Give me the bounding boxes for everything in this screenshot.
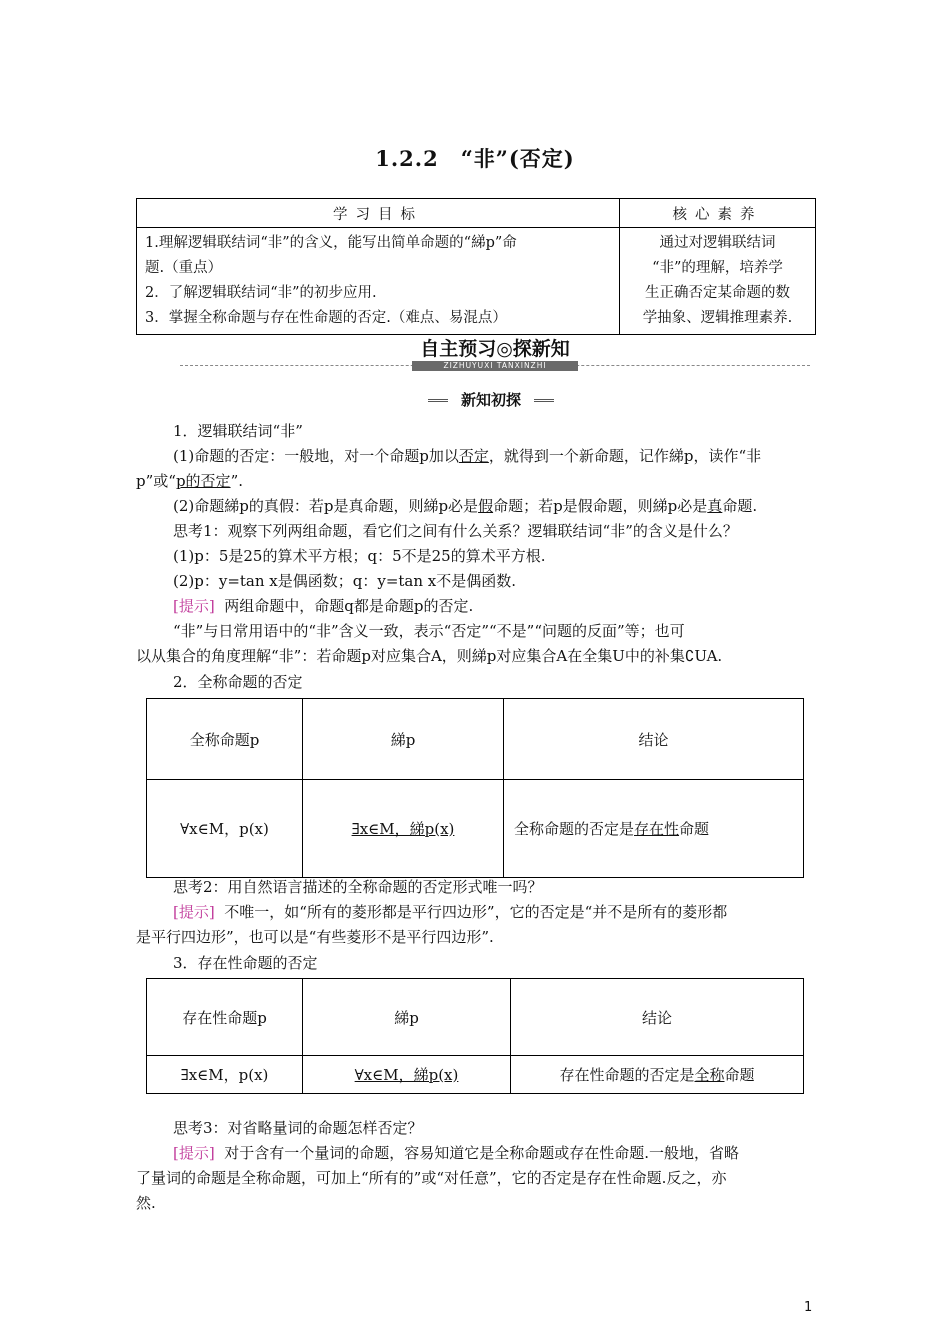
core-line: 通过对逻辑联结词 [659,235,776,251]
subheading [428,388,554,412]
table-cell: ∃x∈M，p(x) [147,1056,303,1094]
hint-3 [173,1142,816,1164]
learning-goals-table [136,198,816,335]
table-header: 綈p [303,979,511,1056]
text: ，就得到一个新命题，记作綈p，读作“非 [488,447,762,465]
text: ”. [230,472,243,490]
core-line: “非”的理解，培养学 [652,260,783,276]
table-header: 结论 [511,979,804,1056]
table-cell: ∀x∈M，p(x) [147,780,303,878]
blank-answer: ∀x∈M，綈p(x) [354,1066,459,1084]
blank-answer: 假 [478,497,494,515]
negation-definition [173,445,816,467]
goal-item: 2．了解逻辑联结词“非”的初步应用. [145,285,377,301]
example-1: (1)p：5是25的算术平方根；q：5不是25的算术平方根. [173,547,546,565]
text: (2)命题綈p的真假：若p是真命题，则綈p必是 [173,497,479,515]
section3-heading: 3．存在性命题的否定 [173,954,318,972]
text: 全称命题的否定是 [514,820,635,838]
goal-item: 3．掌握全称命题与存在性命题的否定.（难点、易混点） [145,310,507,326]
note-line: 以从集合的角度理解“非”：若命题p对应集合A，则綈p对应集合A在全集U中的补集∁UA. [136,647,723,665]
page-number: 1 [804,1300,813,1315]
text: 命题 [724,1066,755,1084]
hint-text: 两组命题中，命题q都是命题p的否定. [224,597,474,615]
hint-text: 不唯一，如“所有的菱形都是平行四边形”，它的否定是“并不是所有的菱形都 [224,903,728,921]
text: 命题 [679,820,710,838]
table-cell [511,1056,804,1094]
hint-label: [提示] [173,597,215,615]
table-header: 全称命题p [147,699,303,780]
core-literacy [620,228,816,335]
banner-box [400,335,590,363]
goal-item: 题.（重点） [145,260,223,276]
blank-answer: p的否定 [175,472,231,490]
blank-answer: ∃x∈M，綈p(x) [351,820,455,838]
universal-negation-table [146,698,804,878]
hint-text: 对于含有一个量词的命题，容易知道它是全称命题或存在性命题.一般地，省略 [224,1144,740,1162]
table-cell [303,780,504,878]
text: 命题；若p是假命题，则綈p必是 [493,497,708,515]
banner-title: 自主预习◎探新知 [420,338,570,360]
goals-header: 学习目标 [137,199,620,228]
table-header: 结论 [504,699,804,780]
think-question-3: 思考3：对省略量词的命题怎样否定？ [173,1119,423,1137]
core-header: 核心素养 [620,199,816,228]
core-line: 生正确否定某命题的数 [645,285,790,301]
table-header: 存在性命题p [147,979,303,1056]
hint-2 [173,901,816,923]
blank-answer: 否定 [458,447,489,465]
hint-label: [提示] [173,1144,215,1162]
existential-negation-table [146,978,804,1094]
section-banner [180,333,810,373]
example-2: (2)p：y=tan x是偶函数；q：y=tan x不是偶函数. [173,572,517,590]
text: 存在性命题的否定是 [559,1066,695,1084]
table-cell [303,1056,511,1094]
blank-answer: 存在性 [634,820,680,838]
think-question-1: 思考1：观察下列两组命题，看它们之间有什么关系？逻辑联结词“非”的含义是什么？ [173,522,738,540]
goal-item: 1.理解逻辑联结词“非”的含义，能写出简单命题的“綈p”命 [145,235,517,251]
page-title: 1.2.2 “非”(否定) [375,146,575,171]
section2-heading: 2．全称命题的否定 [173,673,303,691]
truth-value-rule [173,495,816,517]
banner-pinyin: ZIZHUYUXI TANXINZHI [412,361,578,371]
table-header: 綈p [303,699,504,780]
hint-2-cont: 是平行四边形”，也可以是“有些菱形不是平行四边形”. [136,928,494,946]
subheading-label: 新知初探 [448,388,534,412]
hint-1 [173,595,816,617]
negation-definition-cont [136,470,816,492]
think-question-2: 思考2：用自然语言描述的全称命题的否定形式唯一吗？ [173,878,543,896]
hint-3-end: 然. [136,1194,156,1212]
section1-heading: 1．逻辑联结词“非” [173,422,303,440]
text: 命题. [722,497,758,515]
table-cell [504,780,804,878]
text: (1)命题的否定：一般地，对一个命题p加以 [173,447,459,465]
core-line: 学抽象、逻辑推理素养. [642,310,793,326]
hint-3-cont: 了量词的命题是全称命题，可加上“所有的”或“对任意”，它的否定是存在性命题.反之，亦 [136,1169,727,1187]
hint-label: [提示] [173,903,215,921]
text: p”或“ [136,472,176,490]
blank-answer: 全称 [694,1066,725,1084]
goals-list [137,228,620,335]
blank-answer: 真 [707,497,723,515]
note-line: “非”与日常用语中的“非”含义一致，表示“否定”“不是”“问题的反面”等；也可 [173,622,685,640]
